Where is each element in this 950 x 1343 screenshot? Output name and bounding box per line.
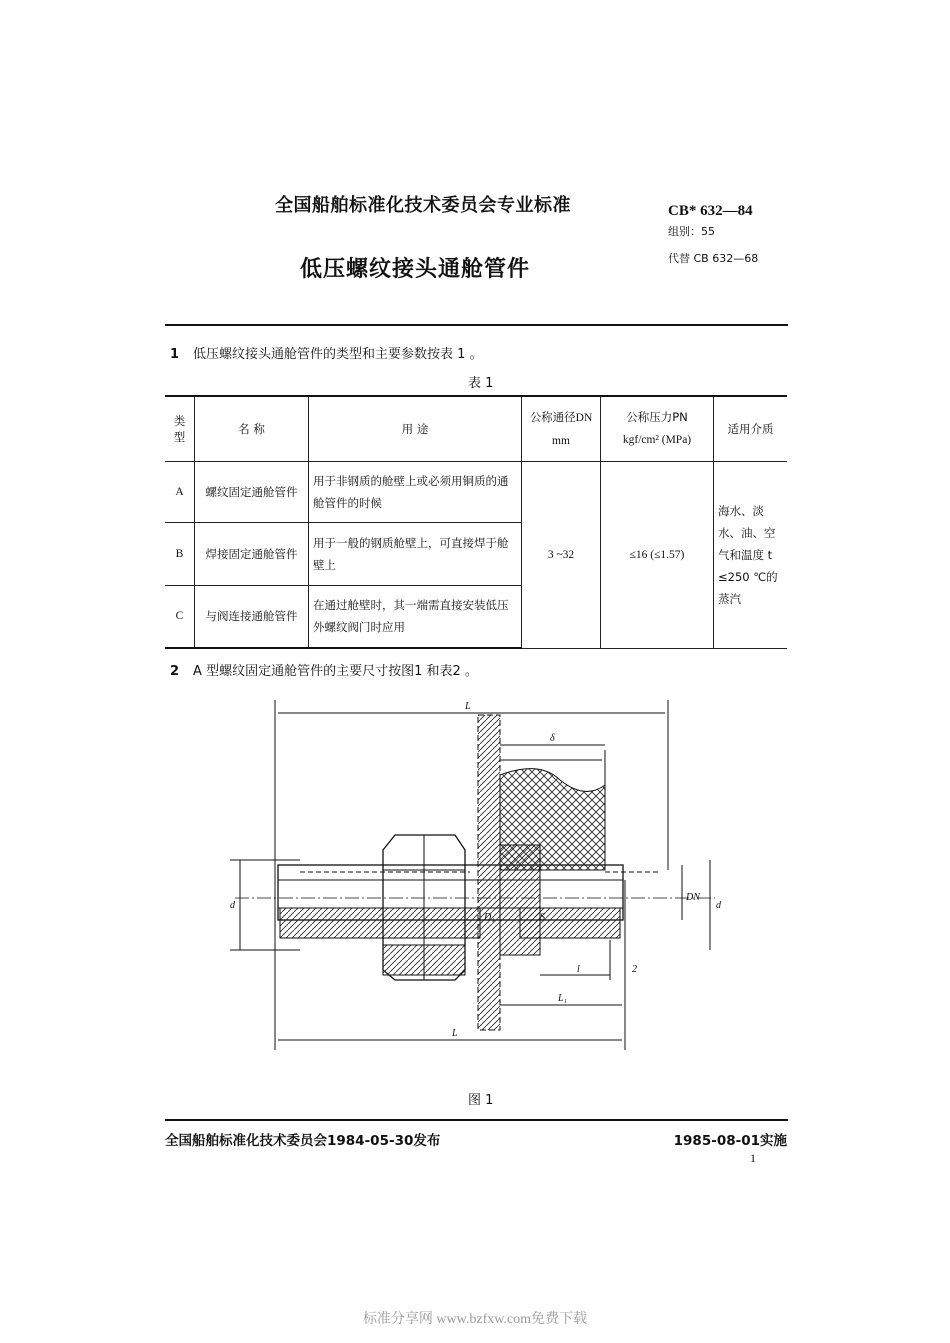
- section-text: 低压螺纹接头通舱管件的类型和主要参数按表 1 。: [193, 347, 483, 362]
- group-number: 组别：55: [668, 225, 715, 238]
- pn-label: 公称压力PN: [626, 410, 688, 425]
- cell-name: 焊接固定通舱管件: [195, 522, 309, 585]
- section-number: 1: [170, 347, 180, 362]
- label-l: l: [577, 964, 580, 975]
- page-number: 1: [750, 1151, 756, 1165]
- col-media: 适用介质: [714, 396, 788, 461]
- col-use: 用 途: [309, 396, 522, 461]
- replaces-standard: 代替 CB 632—68: [668, 252, 759, 265]
- label-delta: δ: [550, 733, 555, 744]
- cell-pn: ≤16 (≤1.57): [601, 461, 714, 648]
- section-number: 2: [170, 664, 180, 679]
- dn-label: 公称通径DN: [529, 411, 593, 424]
- cell-media: 海水、淡水、油、空气和温度 t ≤250 ℃的蒸汽: [714, 461, 788, 648]
- label-S: S: [540, 912, 545, 923]
- label-DN: DN: [686, 892, 700, 903]
- cell-type: A: [165, 461, 195, 522]
- col-name: 名 称: [195, 396, 309, 461]
- watermark: 标准分享网 www.bzfxw.com免费下载: [362, 1312, 588, 1327]
- label-L-top: L: [465, 701, 471, 712]
- label-d-right: d: [716, 900, 721, 911]
- label-d-left: d: [230, 900, 235, 911]
- label-2: 2: [632, 964, 637, 975]
- figure-caption: 图 1: [468, 1093, 494, 1108]
- footer-rule: [165, 1119, 788, 1121]
- cell-use: 用于一般的钢质舱壁上，可直接焊于舱壁上: [309, 522, 522, 585]
- cell-use: 用于非钢质的舱壁上或必须用铜质的通舱管件的时候: [309, 461, 522, 522]
- label-D1: D₁: [484, 912, 495, 923]
- pn-unit: kgf/cm² (MPa): [622, 434, 692, 447]
- section-text: A 型螺纹固定通舱管件的主要尺寸按图1 和表2 。: [193, 664, 478, 679]
- label-L1: L₁: [558, 993, 568, 1004]
- label-L-bottom: L: [452, 1028, 458, 1039]
- standard-code: CB* 632—84: [668, 203, 753, 219]
- cell-name: 与阀连接通舱管件: [195, 585, 309, 648]
- effective-date: 1985-08-01实施: [673, 1133, 787, 1149]
- cell-name: 螺纹固定通舱管件: [195, 461, 309, 522]
- col-type: 类型: [165, 396, 195, 461]
- organization-heading: 全国船舶标准化技术委员会专业标准: [275, 195, 571, 216]
- cell-type: C: [165, 585, 195, 648]
- cell-type: B: [165, 522, 195, 585]
- cell-use: 在通过舱壁时，其一端需直接安装低压外螺纹阀门时应用: [309, 585, 522, 648]
- cell-dn: 3 ~32: [522, 461, 601, 648]
- table-caption: 表 1: [468, 376, 494, 391]
- issue-date: 全国船舶标准化技术委员会1984-05-30发布: [165, 1133, 441, 1149]
- document-title: 低压螺纹接头通舱管件: [300, 257, 531, 282]
- dn-unit: mm: [552, 434, 570, 447]
